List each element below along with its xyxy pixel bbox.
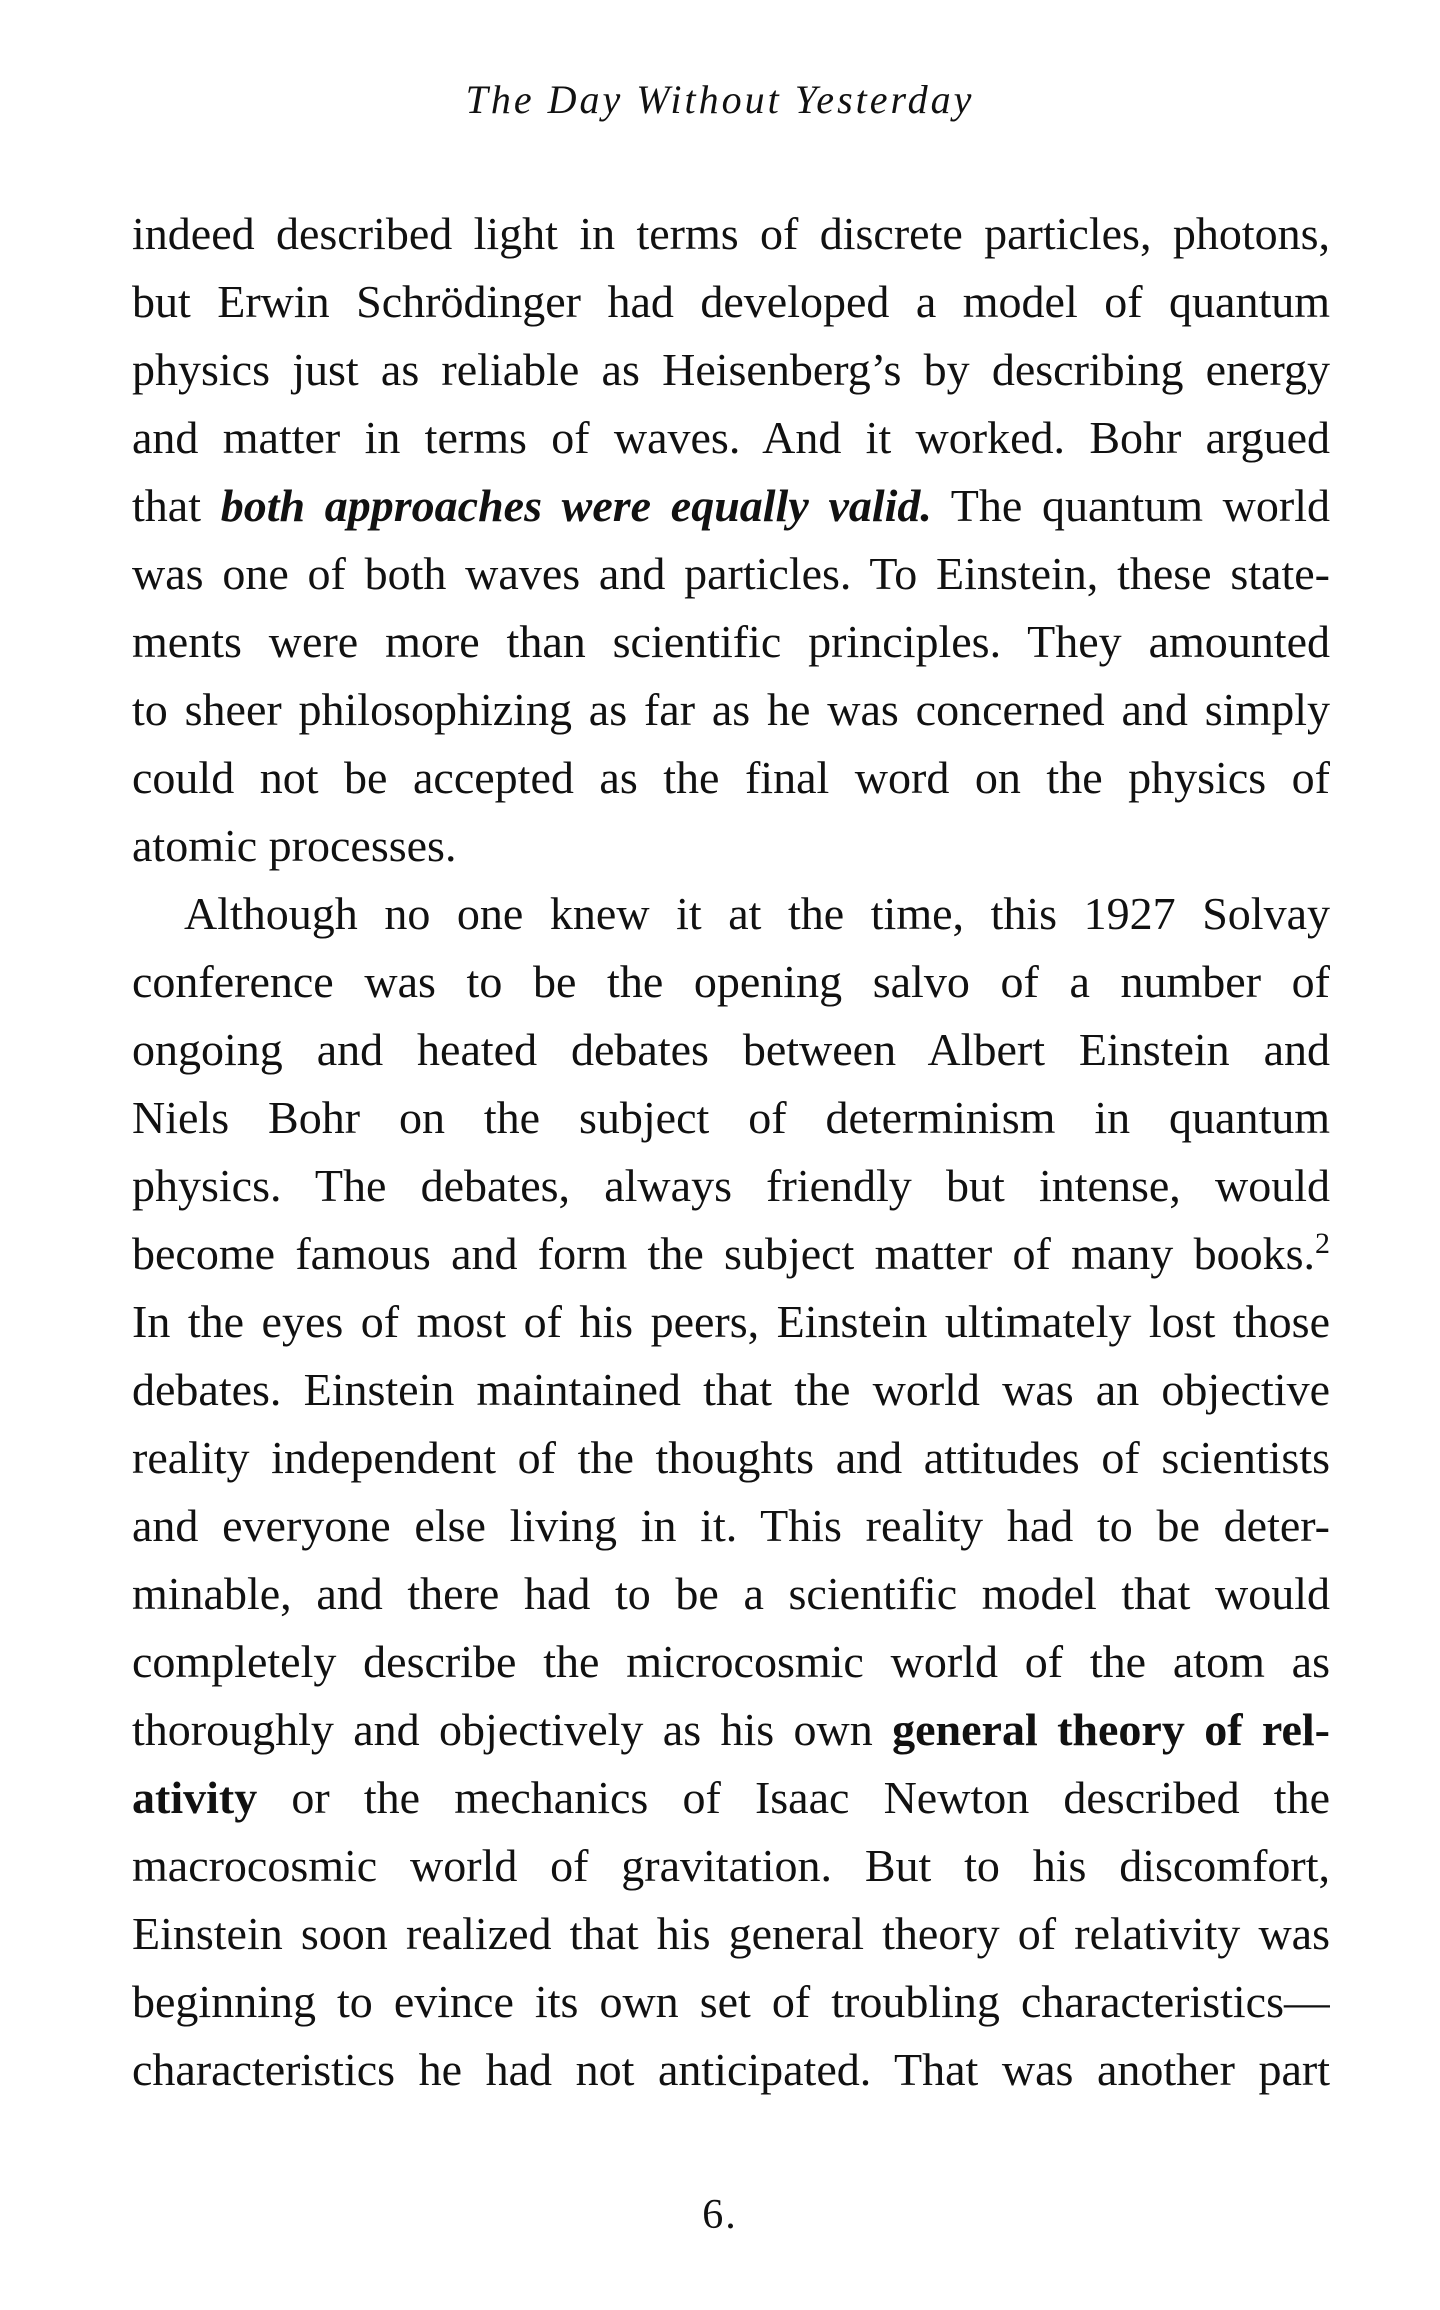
text-line: to sheer philosophizing as far as he was concerned and simply xyxy=(132,684,1330,735)
text-line: completely describe the microcosmic world of the atom as xyxy=(132,1636,1330,1687)
text-line: could not be accepted as the final word on the physics of xyxy=(132,752,1330,803)
text-segment: The quantum world xyxy=(931,480,1330,531)
text-line xyxy=(132,1764,1330,1832)
text-line: but Erwin Schrödinger had developed a model of quantum xyxy=(132,276,1330,327)
text-line: ongoing and heated debates between Albert Einstein and xyxy=(132,1024,1330,1075)
text-line: reality independent of the thoughts and attitudes of scientists xyxy=(132,1432,1330,1483)
body-text xyxy=(132,200,1330,2104)
page-number: 6. xyxy=(702,2192,738,2238)
text-segment: thoroughly and objectively as his own xyxy=(132,1704,893,1755)
text-line: characteristics he had not anticipated. That was another part xyxy=(132,2044,1330,2095)
running-head-title: The Day Without Yesterday xyxy=(465,77,975,122)
text-line: debates. Einstein maintained that the world was an objective xyxy=(132,1364,1330,1415)
text-line: beginning to evince its own set of troubling characteristics— xyxy=(132,1976,1330,2027)
text-line: physics. The debates, always friendly but intense, would xyxy=(132,1160,1330,1211)
text-line: indeed described light in terms of discrete particles, photons, xyxy=(132,208,1330,259)
text-line: Niels Bohr on the subject of determinism in quantum xyxy=(132,1092,1330,1143)
text-line: was one of both waves and particles. To Einstein, these state- xyxy=(132,548,1330,599)
paragraph-2 xyxy=(132,880,1330,2104)
text-line: Einstein soon realized that his general theory of relativity was xyxy=(132,1908,1330,1959)
text-segment: that xyxy=(132,480,221,531)
bold-term: general theory of rel- xyxy=(892,1704,1330,1755)
text-segment: become famous and form the subject matter of many books. xyxy=(132,1228,1315,1279)
text-segment: or the mechanics of Isaac Newton described the xyxy=(257,1772,1330,1823)
paragraph-1 xyxy=(132,200,1330,880)
text-line: macrocosmic world of gravitation. But to his discomfort, xyxy=(132,1840,1330,1891)
text-line xyxy=(132,1220,1330,1288)
text-line: atomic processes. xyxy=(132,820,457,871)
text-line: and everyone else living in it. This reality had to be deter- xyxy=(132,1500,1330,1551)
text-line: and matter in terms of waves. And it worked. Bohr argued xyxy=(132,412,1330,463)
text-line: ments were more than scientific principles. They amounted xyxy=(132,616,1330,667)
footnote-marker: 2 xyxy=(1315,1227,1330,1260)
emphasized-phrase: both approaches were equally valid. xyxy=(220,480,932,531)
text-line xyxy=(132,472,1330,540)
text-line: physics just as reliable as Heisenberg’s by describing energy xyxy=(132,344,1330,395)
text-line: minable, and there had to be a scientific model that would xyxy=(132,1568,1330,1619)
text-line: Although no one knew it at the time, this 1927 Solvay xyxy=(184,888,1330,939)
text-line xyxy=(132,1696,1330,1764)
bold-term: ativity xyxy=(132,1772,258,1823)
text-line: conference was to be the opening salvo of a number of xyxy=(132,956,1330,1007)
text-line: In the eyes of most of his peers, Einstein ultimately lost those xyxy=(132,1296,1330,1347)
